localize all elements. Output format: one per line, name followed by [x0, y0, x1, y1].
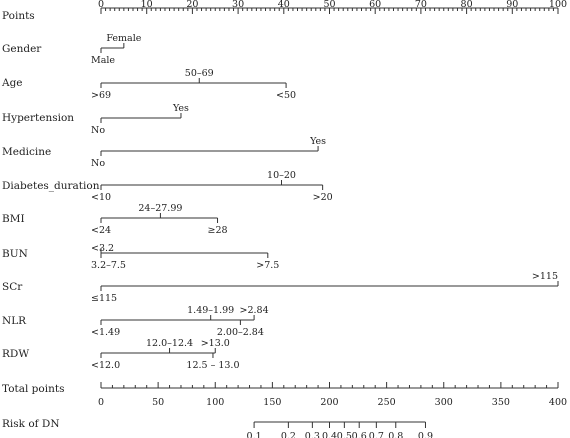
risk-tick-label: 0.9: [417, 431, 434, 438]
predictor-level-label: >2.84: [239, 305, 269, 316]
predictor-label: Diabetes_duration: [2, 180, 100, 192]
points-tick-label: 80: [460, 0, 473, 10]
predictor-label: Age: [2, 77, 23, 89]
points-tick-label: 50: [323, 0, 336, 10]
total-points-tick-label: 250: [377, 397, 396, 408]
predictor-label: NLR: [2, 315, 27, 327]
predictor-level-label: 12.0–12.4: [146, 338, 194, 349]
predictor-level-label: >13.0: [200, 338, 230, 349]
predictor-row-nlr: [2, 305, 269, 338]
predictor-level-label: >7.5: [256, 260, 280, 271]
predictor-level-label: ≥28: [207, 225, 228, 236]
predictor-level-label: <50: [276, 90, 297, 101]
risk-tick-label: 0.5: [336, 431, 352, 438]
predictor-level-label: 10–20: [267, 170, 296, 181]
risk-tick-label: 0.3: [304, 431, 320, 438]
predictor-level-label: Yes: [172, 103, 189, 114]
predictor-row-gender: [2, 33, 142, 66]
predictor-level-label: >69: [91, 90, 112, 101]
predictor-label: RDW: [2, 348, 30, 360]
predictor-level-label: 12.5 – 13.0: [186, 360, 240, 371]
predictor-label: BUN: [2, 248, 28, 260]
risk-tick-label: 0.8: [388, 431, 404, 438]
predictor-level-label: <1.49: [91, 327, 121, 338]
total-points-tick-label: 150: [263, 397, 282, 408]
points-axis-row: [2, 0, 567, 22]
total-points-axis-row: [2, 382, 567, 408]
predictor-rows: [1, 33, 558, 371]
predictor-level-label: <12.0: [91, 360, 121, 371]
points-tick-label: 0: [97, 0, 105, 10]
risk-axis-row: [2, 418, 433, 438]
total-points-tick-label: 100: [206, 397, 225, 408]
predictor-label: Hypertension: [2, 112, 75, 124]
predictor-row-bmi: [2, 203, 228, 236]
predictor-level-label: <24: [91, 225, 112, 236]
predictor-level-label: 1.49–1.99: [187, 305, 235, 316]
total-points-tick-label: 300: [434, 397, 453, 408]
predictor-level-label: No: [91, 125, 106, 136]
total-points-tick-label: 200: [320, 397, 339, 408]
risk-tick-label: 0.4: [321, 431, 338, 438]
predictor-level-label: No: [91, 158, 106, 169]
predictor-level-label: Yes: [310, 136, 327, 147]
predictor-label: SCr: [2, 281, 23, 293]
predictor-level-label: 50–69: [184, 68, 214, 79]
predictor-level-label: >20: [312, 192, 333, 203]
predictor-level-label: 24–27.99: [138, 203, 183, 214]
points-tick-label: 20: [186, 0, 199, 10]
predictor-level-label: Female: [106, 33, 142, 44]
predictor-row-bun: [2, 243, 279, 271]
predictor-row-hypertension: [2, 103, 189, 136]
predictor-level-label: >115: [531, 271, 558, 282]
predictor-label: Medicine: [2, 146, 52, 158]
predictor-level-label: <3.2: [91, 243, 115, 254]
risk-axis-label: Risk of DN: [2, 418, 60, 430]
predictor-row-age: [1, 68, 296, 101]
risk-tick-label: 0.6: [351, 431, 367, 438]
points-tick-label: 90: [506, 0, 519, 10]
predictor-row-medicine: [2, 136, 326, 169]
predictor-level-label: 3.2–7.5: [91, 260, 126, 271]
predictor-row-rdw: [2, 338, 240, 371]
total-points-axis-label: Total points: [2, 383, 65, 395]
risk-tick-label: 0.1: [246, 431, 262, 438]
points-tick-label: 40: [277, 0, 290, 10]
predictor-label: Gender: [2, 43, 42, 55]
total-points-tick-label: 350: [491, 397, 510, 408]
predictor-level-label: ≤115: [91, 293, 118, 304]
predictor-level-label: Male: [91, 55, 116, 66]
total-points-tick-label: 0: [97, 397, 105, 408]
total-points-tick-label: 400: [548, 397, 568, 408]
points-tick-label: 60: [369, 0, 382, 10]
predictor-level-label: 2.00–2.84: [216, 327, 264, 338]
risk-tick-label: 0.7: [368, 431, 384, 438]
points-tick-label: 70: [414, 0, 427, 10]
risk-tick-label: 0.2: [280, 431, 296, 438]
predictor-row-scr: [2, 271, 558, 304]
points-tick-label: 10: [140, 0, 153, 10]
points-tick-label: 100: [548, 0, 568, 10]
predictor-row-diabetes-duration: [2, 170, 333, 203]
predictor-level-label: <10: [91, 192, 112, 203]
points-axis-label: Points: [2, 10, 35, 22]
predictor-label: BMI: [2, 213, 25, 225]
total-points-tick-label: 50: [152, 397, 165, 408]
points-tick-label: 30: [232, 0, 245, 10]
